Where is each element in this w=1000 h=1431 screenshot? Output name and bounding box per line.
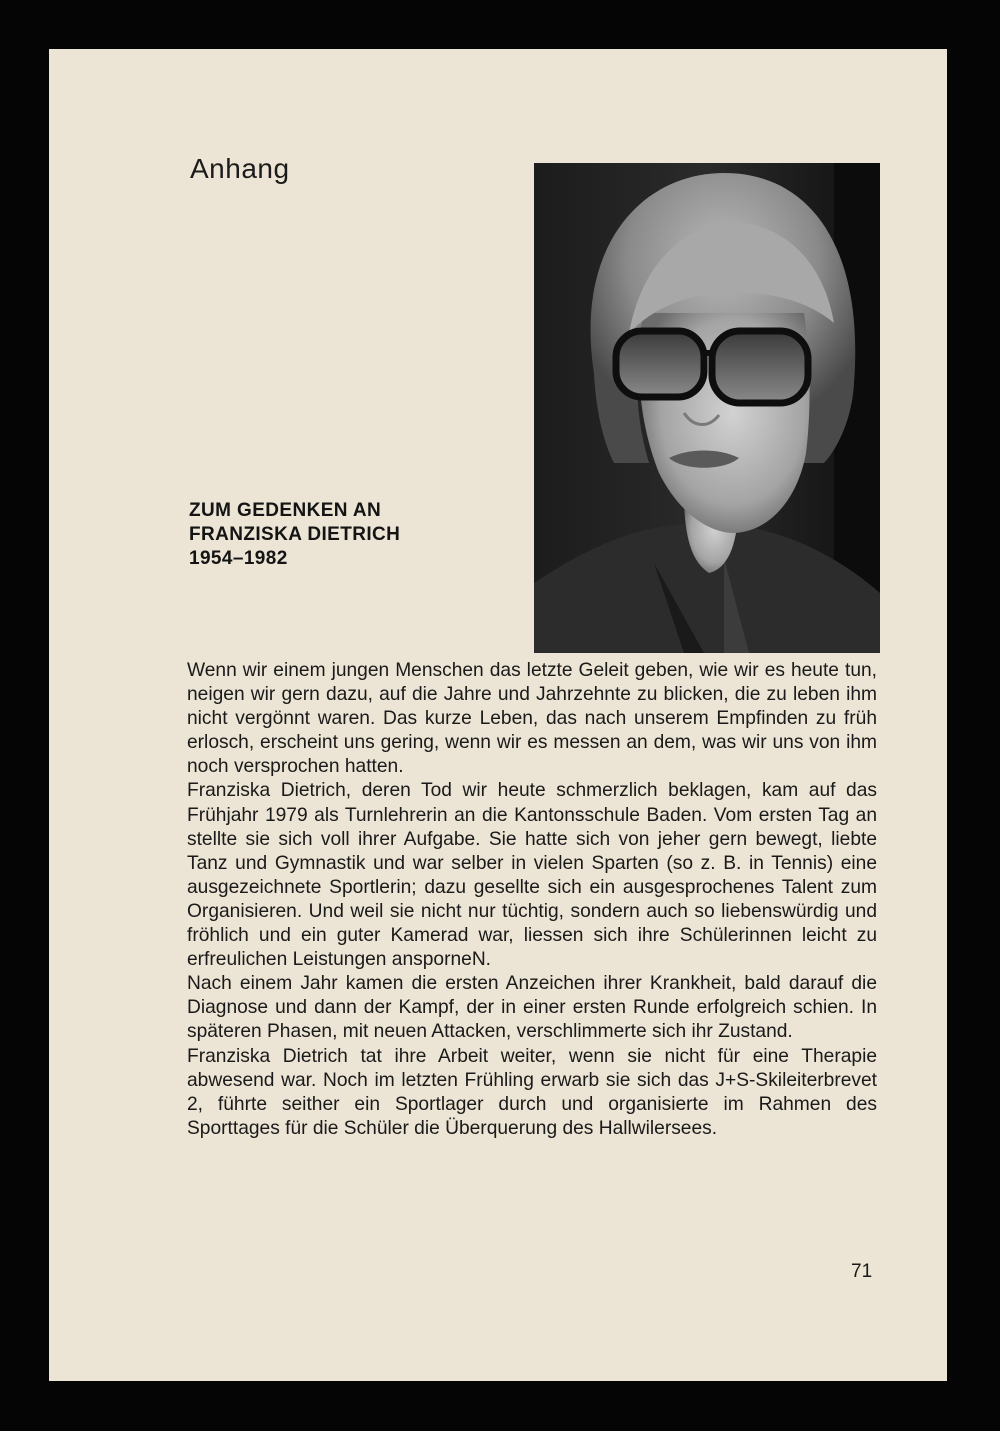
memorial-title-line-1: ZUM GEDENKEN AN — [189, 500, 382, 521]
paragraph-4: Franziska Dietrich tat ihre Arbeit weiter, wenn sie nicht für eine Therapie abwesend war. Noch im letzten Frühling erwarb sie sich das J+S-Skileiterbrevet 2, führte seither ein Sportlager durch und organisierte im Rahmen des Sporttages für die Schüler die Überquerung des Hallwilersees. — [187, 1045, 877, 1139]
paragraph-3: Nach einem Jahr kamen die ersten Anzeichen ihrer Krankheit, bald darauf die Diagnose und dann der Kampf, der in einer ersten Runde erfolgreich schien. In späteren Phasen, mit neuen Attacken, verschlimmerte sich ihr Zustand. — [187, 973, 877, 1043]
page-number: 71 — [851, 1261, 873, 1282]
memorial-title-line-2: FRANZISKA DIETRICH — [189, 524, 401, 545]
paragraph-1: Wenn wir einem jungen Menschen das letzte Geleit geben, wie wir es heute tun, neigen wir gern dazu, auf die Jahre und Jahrzehnte zu blicken, die zu leben ihm nicht vergönnt waren. Das kurze Leben, das nach unserem Empfinden zu früh erlosch, erscheint uns gering, wenn wir es messen an dem, was wir uns von ihm noch versprochen hatten. — [187, 660, 877, 778]
memorial-title-line-3: 1954–1982 — [189, 548, 288, 569]
book-page — [49, 49, 947, 1381]
body-text — [187, 659, 877, 1141]
paragraph-2: Franziska Dietrich, deren Tod wir heute schmerzlich beklagen, kam auf das Frühjahr 1979 als Turnlehrerin an die Kantonsschule Baden. Vom ersten Tag an stellte sie sich voll ihrer Aufgabe. Sie hatte sich von jeher gern bewegt, liebte Tanz und Gymnastik und war selber in vielen Sparten (so z. B. in Tennis) eine ausgezeichnete Sportlerin; dazu gesellte sich ein ausgesprochenes Talent zum Organisieren. Und weil sie nicht nur tüchtig, sondern auch so liebenswürdig und fröhlich und ein guter Kamerad war, liessen sich ihre Schülerinnen leicht zu erfreulichen Leistungen ansporneN. — [187, 780, 877, 971]
section-heading: Anhang — [190, 153, 290, 184]
memorial-title — [189, 499, 400, 571]
portrait-photo — [534, 163, 880, 653]
